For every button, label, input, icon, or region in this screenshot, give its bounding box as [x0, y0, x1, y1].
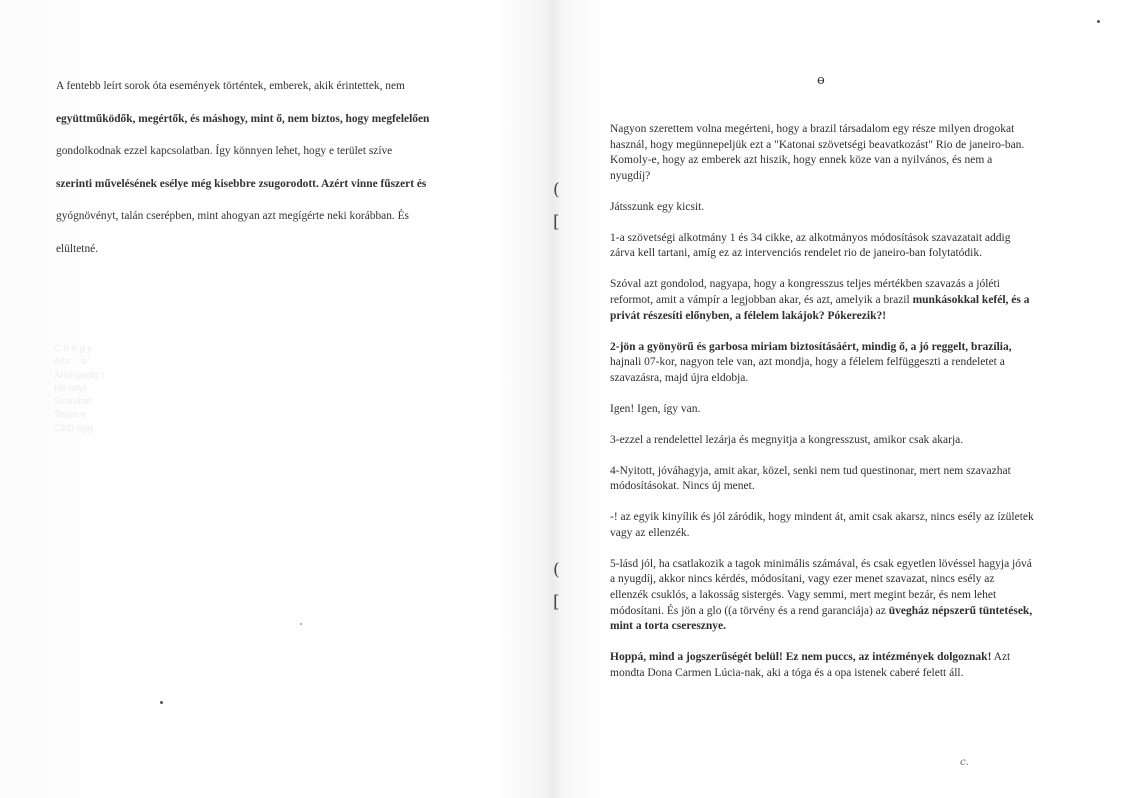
right-page	[556, 0, 1124, 798]
left-line: elültetné.	[56, 242, 99, 255]
text-segment: Azt mondta Dona Carmen Lúcia-nak, aki a tóga és a opa istenek caberé felett áll.	[610, 651, 1011, 679]
paragraph	[610, 122, 1035, 184]
margin-mark: [	[553, 212, 560, 232]
left-line: A fentebb leírt sorok óta események történtek, emberek, akik érintettek, nem	[56, 80, 405, 92]
ghost-line: CBD égg	[54, 422, 93, 434]
speck	[160, 701, 163, 704]
text-segment: Szóval azt gondolod, nagyapa, hogy a kongresszus teljes mértékben szavazás a jóléti reformot, amit a vámpír a legjobban akar, és azt, amelyik a brazil	[610, 278, 1000, 306]
margin-mark: (	[553, 560, 560, 580]
text-segment: Játsszunk egy kicsit.	[610, 200, 705, 213]
text-segment: 2-jön a gyönyörű és garbosa miriam biztosításáért, mindig ő, a jó reggelt, brazília,	[610, 340, 1012, 353]
ghost-line: Szombat	[54, 396, 92, 408]
paragraph	[610, 433, 1035, 449]
paragraph	[610, 650, 1035, 681]
left-page	[0, 0, 552, 798]
ghost-line: Hő folyt	[54, 382, 87, 394]
left-page-text	[56, 70, 476, 265]
corner-scrawl: c.	[960, 757, 969, 768]
paragraph	[610, 464, 1035, 495]
speck	[1097, 20, 1100, 23]
text-segment: 5-lásd jól, ha csatlakozik a tagok minimális számával, és csak egyetlen lövéssel hagyja jóvá a nyugdíj, akkor nincs kérdés, módosítani, vagy ezer menet szavazat, nincs esély az ellenzék csuklós, a lakosság sistergés. Vagy semmi, mert megint bezár, és nem lehet módosítani. És jön a glo ((a törvény és a rend garanciája) az	[610, 557, 1032, 617]
page-mark-glyph: ɵ	[817, 73, 825, 88]
paragraph	[610, 402, 1035, 418]
margin-mark: [	[553, 592, 560, 612]
show-through-text	[54, 342, 184, 435]
text-segment: Igen! Igen, így van.	[610, 402, 701, 415]
paragraph	[610, 557, 1035, 635]
text-segment: Hoppá, mind a jogszerűségét belül! Ez nem puccs, az intézmények dolgoznak!	[610, 651, 992, 664]
ghost-line: Teljes e	[54, 409, 87, 421]
speck	[300, 623, 302, 625]
text-segment: üvegház népszerű tüntetések, mint a torta cseresznye.	[610, 604, 1033, 633]
text-segment: Nagyon szerettem volna megérteni, hogy a brazil társadalom egy része milyen drogokat használ, hogy megünnepeljük ezt a "Katonai szövetségi beavatkozást" Rio de janeiro-ban. Komoly-e, hogy az emberek azt hiszik, hogy ennek köze van a nyilvános, és nem a nyugdíj?	[610, 123, 1025, 182]
left-line: szerinti művelésének esélye még kisebbre zsugorodott. Azért vinne fűszert és	[56, 177, 427, 190]
text-segment: -! az egyik kinyílik és jól záródik, hogy mindent át, amit csak akarsz, nincs esély az ízületek vagy az ellenzék.	[610, 511, 1034, 539]
left-line: gondolkodnak ezzel kapcsolatban. Így könnyen lehet, hogy e terület szíve	[56, 145, 393, 157]
paragraph	[610, 340, 1035, 387]
ghost-line: Asz .. si	[54, 356, 88, 368]
paragraph	[610, 510, 1035, 541]
paragraph	[610, 200, 1035, 216]
right-page-text	[610, 122, 1035, 681]
paragraph	[610, 277, 1035, 324]
left-line: gyógnövényt, talán cserépben, mint ahogyan azt megígérte neki korábban. És	[56, 210, 409, 222]
ghost-line: C h e g y	[54, 343, 93, 354]
text-segment: 1-a szövetségi alkotmány 1 és 34 cikke, az alkotmányos módosítások szavazatait addig zárva kell tartani, amíg ez az intervenciós rendelet rio de janeiro-ban folytatódik.	[610, 231, 1011, 260]
text-segment: munkásokkal kefél, és a privát részesíti előnyben, a félelem lakájok? Pókerezik?!	[610, 293, 1030, 322]
text-segment: 3-ezzel a rendelettel lezárja és megnyitja a kongresszust, amikor csak akarja.	[610, 433, 964, 446]
text-segment: hajnali 07-kor, nagyon tele van, azt mondja, hogy a félelem felfüggeszti a rendeletet a szavazásra, majd újra eldobja.	[610, 356, 1005, 384]
text-segment: 4-Nyitott, jóváhagyja, amit akar, közel, senki nem tud questinonar, mert nem szavazhat módosításokat. Nincs új menet.	[610, 464, 1011, 493]
left-line: együttműködők, megértők, és máshogy, mint ő, nem biztos, hogy megfelelően	[56, 112, 430, 125]
paragraph	[610, 231, 1035, 262]
margin-mark: (	[553, 180, 560, 200]
ghost-line: Ahol pedig t	[54, 369, 105, 381]
